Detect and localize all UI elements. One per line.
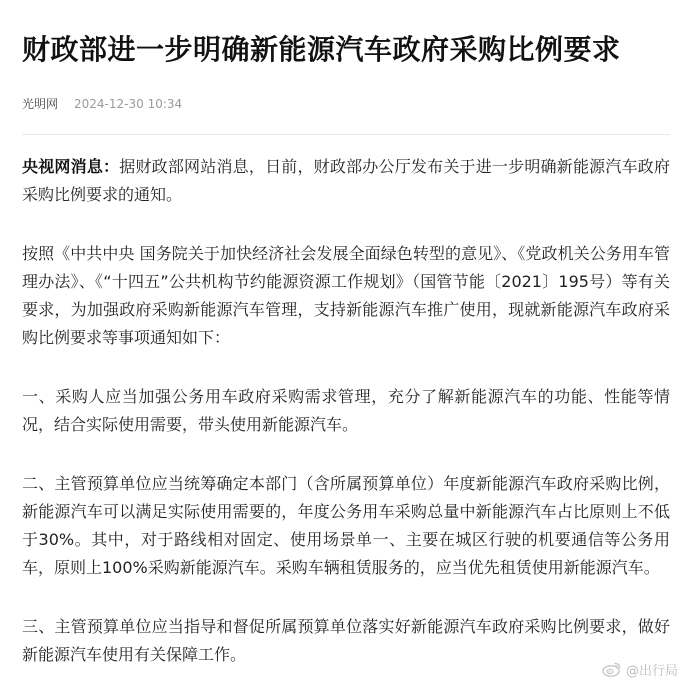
article-title: 财政部进一步明确新能源汽车政府采购比例要求 xyxy=(22,33,621,66)
article-source[interactable]: 光明网 xyxy=(22,97,59,111)
paragraph-2: 按照《中共中央 国务院关于加快经济社会发展全面绿色转型的意见》、《党政机关公务用车管理办法》、《“十四五”公共机构节约能源资源工作规划》（国管节能〔2021〕195号）等有关要求，为加强政府采购新能源汽车管理，支持新能源汽车推广使用，现就新能源汽车政府采购比例要求等事项通知如下： xyxy=(22,244,670,347)
meta-divider xyxy=(22,134,670,135)
publish-time: 2024-12-30 10:34 xyxy=(74,97,183,111)
lead-label: 央视网消息： xyxy=(22,157,120,176)
article-body xyxy=(22,153,670,669)
paragraph-4: 二、主管预算单位应当统筹确定本部门（含所属预算单位）年度新能源汽车政府采购比例，新能源汽车可以满足实际使用需要的，年度公务用车采购总量中新能源汽车占比原则上不低于30%。其中，对于路线相对固定、使用场景单一、主要在城区行驶的机要通信等公务用车，原则上100%采购新能源汽车。采购车辆租赁服务的，应当优先租赁使用新能源汽车。 xyxy=(22,474,670,577)
weibo-watermark xyxy=(602,658,678,680)
paragraph-5: 三、主管预算单位应当指导和督促所属预算单位落实好新能源汽车政府采购比例要求，做好新能源汽车使用有关保障工作。 xyxy=(22,617,670,664)
paragraph-1 xyxy=(22,153,670,209)
article-meta xyxy=(22,94,670,114)
watermark-handle: @出行局 xyxy=(625,663,678,679)
paragraph-3: 一、采购人应当加强公务用车政府采购需求管理，充分了解新能源汽车的功能、性能等情况，结合实际使用需要，带头使用新能源汽车。 xyxy=(22,387,670,434)
article xyxy=(22,0,670,700)
weibo-logo-icon xyxy=(602,661,622,677)
paragraph-1-text: 据财政部网站消息，日前，财政部办公厅发布关于进一步明确新能源汽车政府采购比例要求的通知。 xyxy=(22,157,670,204)
